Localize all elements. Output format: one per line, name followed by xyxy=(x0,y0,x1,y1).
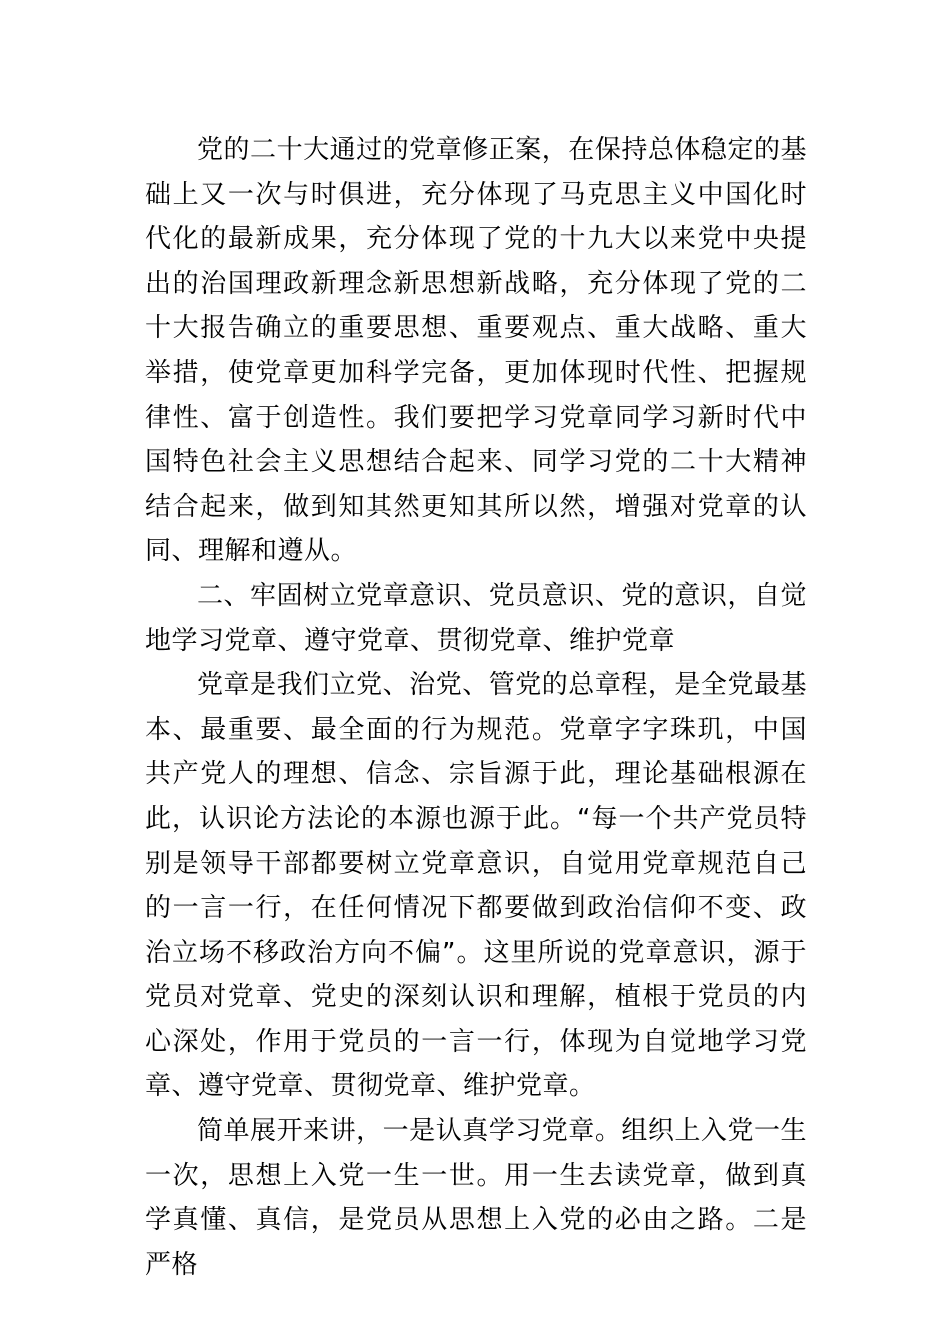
section-heading-two: 二、牢固树立党章意识、党员意识、党的意识，自觉地学习党章、遵守党章、贯彻党章、维护党章 xyxy=(145,580,807,656)
document-body xyxy=(145,128,807,1287)
paragraph-party-constitution-awareness: 党章是我们立党、治党、管党的总章程，是全党最基本、最重要、最全面的行为规范。党章字字珠玑，中国共产党人的理想、信念、宗旨源于此，理论基础根源在此，认识论方法论的本源也源于此。“每一个共产党员特别是领导干部都要树立党章意识，自觉用党章规范自己的一言一行，在任何情况下都要做到政治信仰不变、政治立场不移政治方向不偏”。这里所说的党章意识，源于党员对党章、党史的深刻认识和理解，植根于党员的内心深处，作用于党员的一言一行，体现为自觉地学习党章、遵守党章、贯彻党章、维护党章。 xyxy=(145,670,807,1102)
paragraph-study-constitution: 简单展开来讲，一是认真学习党章。组织上入党一生一次，思想上入党一生一世。用一生去读党章，做到真学真懂、真信，是党员从思想上入党的必由之路。二是严格 xyxy=(145,1116,807,1280)
paragraph-party-constitution-amendment: 党的二十大通过的党章修正案，在保持总体稳定的基础上又一次与时俱进，充分体现了马克思主义中国化时代化的最新成果，充分体现了党的十九大以来党中央提出的治国理政新理念新思想新战略，充分体现了党的二十大报告确立的重要思想、重要观点、重大战略、重大举措，使党章更加科学完备，更加体现时代性、把握规律性、富于创造性。我们要把学习党章同学习新时代中国特色社会主义思想结合起来、同学习党的二十大精神结合起来，做到知其然更知其所以然，增强对党章的认同、理解和遵从。 xyxy=(145,135,807,567)
